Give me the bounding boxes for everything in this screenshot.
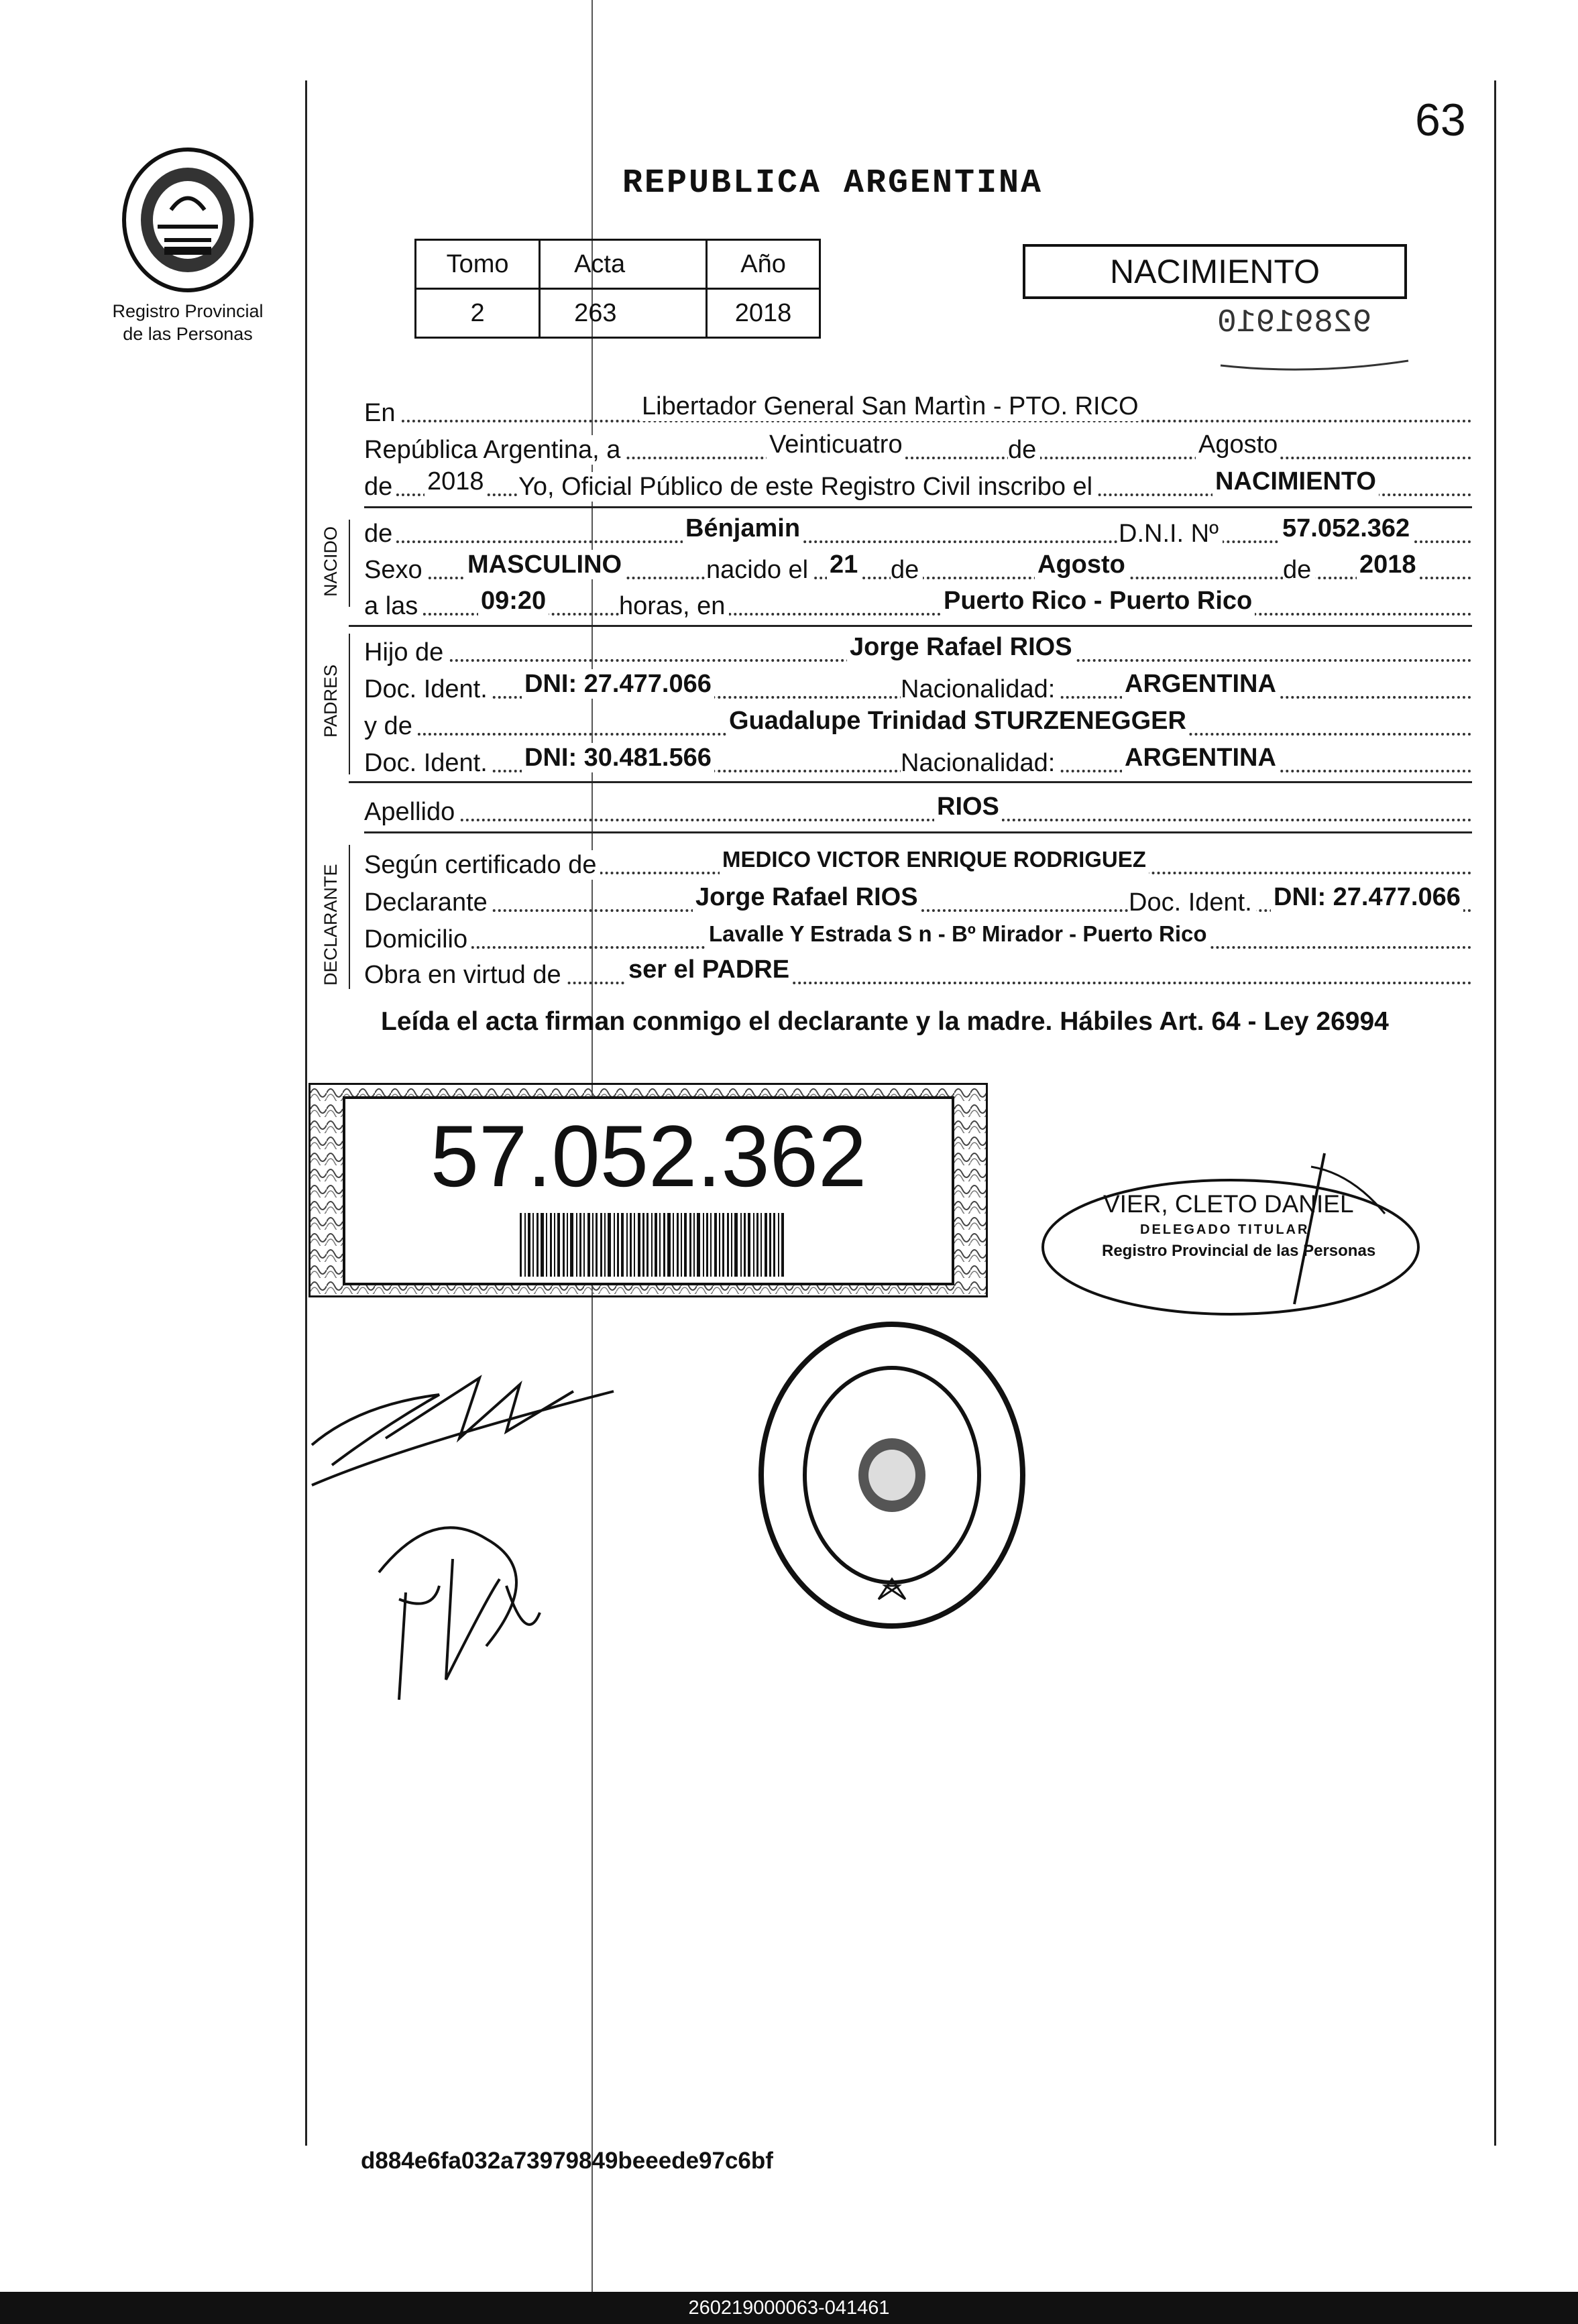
madre-nac-label: Nacionalidad: [901, 748, 1059, 778]
padres-section-label: PADRES [321, 664, 341, 738]
dni-label: D.N.I. Nº [1119, 519, 1223, 548]
horas-en-label: horas, en [619, 591, 729, 621]
dni-plate [308, 1083, 988, 1297]
row-padre-doc [364, 671, 1472, 704]
lugar-value: Puerto Rico - Puerto Rico [941, 586, 1255, 616]
official-org: Registro Provincial de las Personas [1102, 1242, 1376, 1260]
padre-nac-label: Nacionalidad: [901, 675, 1059, 704]
hijo-de-label: Hijo de [364, 638, 447, 667]
yo-label: Yo, Oficial Público de este Registro Civil inscribo el [518, 472, 1096, 502]
registry-round-seal [751, 1318, 1033, 1633]
logo-caption-line1: Registro Provincial [112, 301, 264, 321]
padre-doc-label: Doc. Ident. [364, 675, 492, 704]
footer-code: 260219000063-041461 [0, 2292, 1578, 2324]
segun-label: Según certificado de [364, 850, 600, 880]
nacido-el-label: nacido el [706, 555, 812, 585]
nac-de-label: de [891, 555, 923, 585]
dni-plate-number: 57.052.362 [430, 1107, 867, 1205]
logo-caption [87, 300, 288, 345]
nac-dia-value: 21 [827, 550, 860, 579]
row-republica [364, 431, 1472, 465]
left-margin-line [305, 80, 307, 2146]
official-name: VIER, CLETO DANIEL [1103, 1190, 1354, 1218]
decl-doc-label: Doc. Ident. [1129, 888, 1256, 917]
obra-value: ser el PADRE [626, 955, 792, 984]
padre-nac-value: ARGENTINA [1122, 669, 1279, 699]
domicilio-value: Lavalle Y Estrada S n - Bº Mirador - Puerto Rico [706, 919, 1210, 949]
divider-1 [364, 506, 1472, 508]
nacido-de-label: de [364, 519, 396, 548]
apellido-value: RIOS [934, 792, 1002, 821]
doc-type-box: NACIMIENTO [1023, 244, 1407, 299]
nac-anio-value: 2018 [1357, 550, 1419, 579]
padre-value: Jorge Rafael RIOS [847, 632, 1075, 662]
sexo-label: Sexo [364, 555, 427, 585]
anio-value: 2018 [707, 289, 820, 338]
divider-3 [349, 781, 1472, 783]
padre-doc-value: DNI: 27.477.066 [522, 669, 714, 699]
a-las-label: a las [364, 591, 422, 621]
de2-label: de [364, 472, 396, 502]
nac-mes-value: Agosto [1035, 550, 1128, 579]
document-title: REPUBLICA ARGENTINA [622, 164, 1044, 202]
row-hijo-de [364, 634, 1472, 667]
inscribo-value: NACIMIENTO [1213, 467, 1379, 496]
nacido-section-label: NACIDO [321, 526, 341, 597]
anio-acta-value: 2018 [425, 467, 487, 496]
madre-doc-value: DNI: 30.481.566 [522, 743, 714, 772]
row-en [364, 394, 1472, 428]
obra-label: Obra en virtud de [364, 960, 565, 990]
mes-value: Agosto [1196, 430, 1280, 459]
padres-bracket [349, 634, 350, 774]
madre-value: Guadalupe Trinidad STURZENEGGER [726, 706, 1189, 736]
acta-header: Acta [540, 240, 707, 289]
sexo-value: MASCULINO [465, 550, 624, 579]
page-number: 63 [1415, 95, 1466, 146]
row-apellido [364, 793, 1472, 827]
row-obra [364, 956, 1472, 990]
en-value: Libertador General San Martìn - PTO. RICO [639, 392, 1141, 421]
tomo-value: 2 [416, 289, 540, 338]
row-declarante [364, 884, 1472, 917]
declarante-label: Declarante [364, 888, 492, 917]
apellido-label: Apellido [364, 797, 459, 827]
declarante-section-label: DECLARANTE [321, 864, 341, 986]
document-hash: d884e6fa032a73979849beeede97c6bf [361, 2148, 773, 2174]
tomo-header: Tomo [416, 240, 540, 289]
republica-label: República Argentina, a [364, 435, 624, 465]
madre-nac-value: ARGENTINA [1122, 743, 1279, 772]
domicilio-label: Domicilio [364, 925, 471, 954]
acta-value: 263 [540, 289, 707, 338]
dni-value: 57.052.362 [1280, 514, 1412, 543]
madre-doc-label: Doc. Ident. [364, 748, 492, 778]
hora-value: 09:20 [478, 586, 549, 616]
decl-doc-value: DNI: 27.477.066 [1271, 882, 1463, 912]
segun-value: MEDICO VICTOR ENRIQUE RODRIGUEZ [720, 845, 1149, 874]
declarante-bracket [349, 845, 350, 989]
row-anio [364, 468, 1472, 502]
nacido-bracket [349, 520, 350, 607]
stamped-number: 92891910 [1217, 305, 1372, 341]
right-margin-line [1494, 80, 1496, 2146]
dni-plate-inner [343, 1096, 954, 1285]
en-label: En [364, 398, 399, 428]
divider-4 [364, 831, 1472, 833]
nombre-value: Bénjamin [683, 514, 803, 543]
de-label: de [1008, 435, 1040, 465]
declarante-signature [305, 1364, 654, 1499]
row-madre-doc [364, 744, 1472, 778]
row-segun [364, 846, 1472, 880]
closing-text: Leída el acta firman conmigo el declarante y la madre. Hábiles Art. 64 - Ley 26994 [381, 1007, 1389, 1036]
divider-2 [349, 625, 1472, 627]
declarante-value: Jorge Rafael RIOS [693, 882, 921, 912]
logo-caption-line2: de las Personas [123, 324, 253, 344]
nac-de2-label: de [1283, 555, 1315, 585]
row-nombre [364, 515, 1472, 548]
row-domicilio [364, 921, 1472, 954]
registry-table [414, 239, 821, 339]
dia-value: Veinticuatro [767, 430, 905, 459]
madre-signature [352, 1512, 567, 1713]
y-de-label: y de [364, 711, 416, 741]
row-hora [364, 587, 1472, 621]
row-sexo [364, 551, 1472, 585]
official-title: DELEGADO TITULAR [1140, 1222, 1310, 1237]
anio-header: Año [707, 240, 820, 289]
dni-barcode [520, 1213, 788, 1277]
row-y-de [364, 707, 1472, 741]
stamp-underline [1217, 355, 1412, 375]
